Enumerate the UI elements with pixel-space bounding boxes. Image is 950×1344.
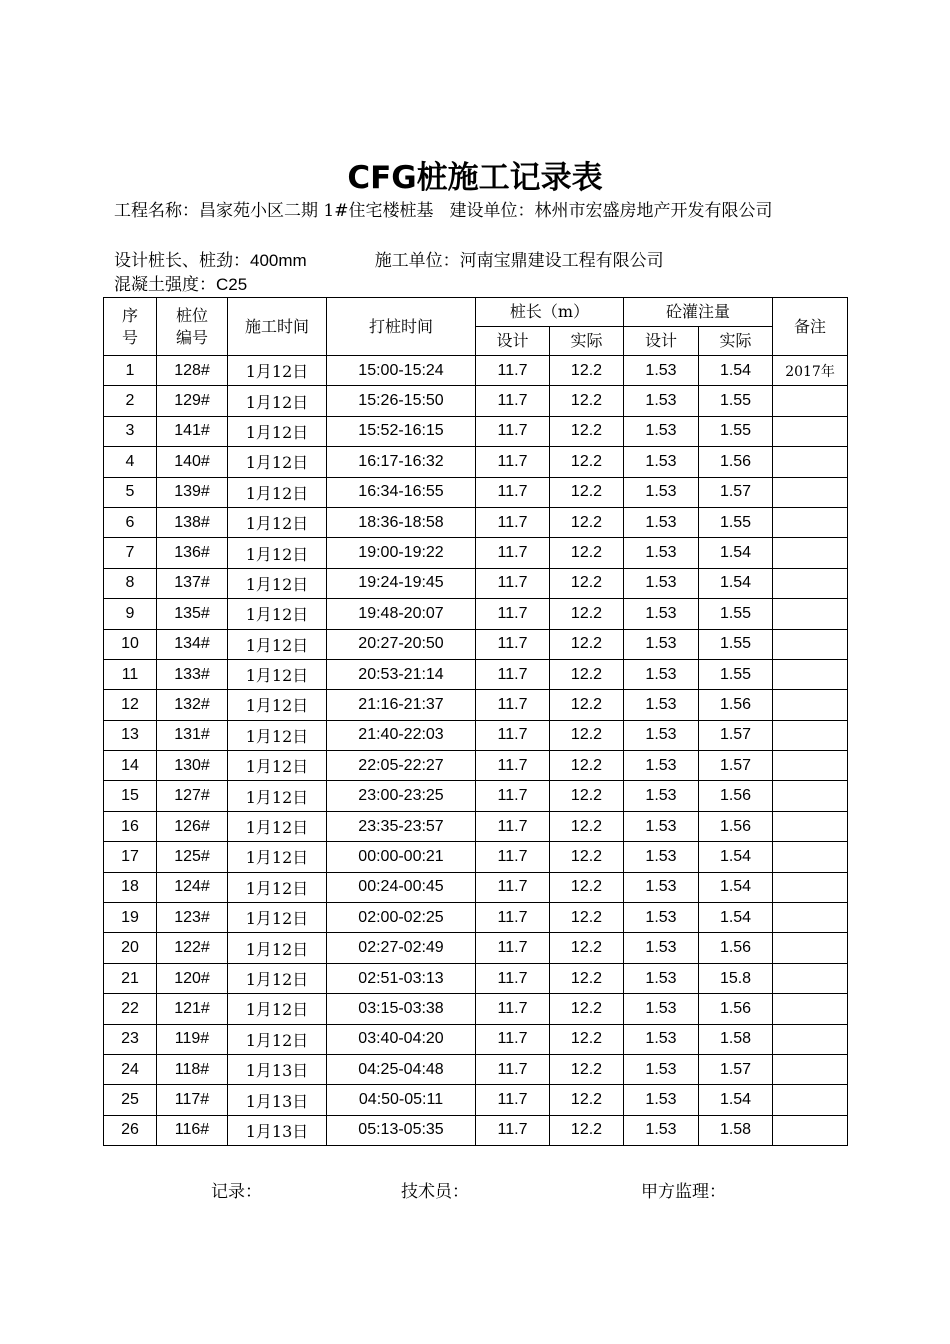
row-pour-design: 1.53 (624, 781, 699, 811)
row-date: 1月12日 (228, 507, 327, 537)
row-pile: 134# (157, 629, 228, 659)
row-pile: 122# (157, 933, 228, 963)
row-seq: 21 (104, 963, 157, 993)
row-pour-actual: 1.55 (699, 386, 773, 416)
row-pour-design: 1.53 (624, 811, 699, 841)
table-row (104, 1115, 848, 1145)
row-date: 1月12日 (228, 599, 327, 629)
row-pour-actual: 1.56 (699, 781, 773, 811)
row-length-design: 11.7 (476, 903, 550, 933)
row-length-actual: 12.2 (550, 568, 624, 598)
row-pour-design: 1.53 (624, 1024, 699, 1054)
header-pile-line2: 编号 (175, 327, 208, 347)
row-pile: 138# (157, 507, 228, 537)
row-date: 1月12日 (228, 781, 327, 811)
row-pour-design: 1.53 (624, 903, 699, 933)
table-row (104, 568, 848, 598)
table-row (104, 720, 848, 750)
row-pile: 117# (157, 1085, 228, 1115)
row-date: 1月12日 (228, 994, 327, 1024)
row-length-actual: 12.2 (550, 963, 624, 993)
row-pile: 135# (157, 599, 228, 629)
row-length-design: 11.7 (476, 1085, 550, 1115)
row-length-actual: 12.2 (550, 842, 624, 872)
row-length-design: 11.7 (476, 447, 550, 477)
row-pour-actual: 1.55 (699, 659, 773, 689)
header-length-actual: 实际 (550, 327, 624, 356)
row-seq: 14 (104, 751, 157, 781)
row-drive-time: 02:27-02:49 (327, 933, 476, 963)
row-pour-actual: 1.56 (699, 811, 773, 841)
row-note (773, 447, 848, 477)
row-date: 1月12日 (228, 386, 327, 416)
row-pile: 125# (157, 842, 228, 872)
row-length-design: 11.7 (476, 872, 550, 902)
header-seq-line2: 号 (121, 327, 138, 347)
row-length-actual: 12.2 (550, 629, 624, 659)
table-row (104, 629, 848, 659)
design-value: 400mm (250, 251, 307, 270)
info-line-project (114, 199, 842, 223)
row-seq: 2 (104, 386, 157, 416)
table-row (104, 659, 848, 689)
row-pile: 119# (157, 1024, 228, 1054)
contractor-value: 河南宝鼎建设工程有限公司 (459, 251, 664, 271)
row-date: 1月12日 (228, 903, 327, 933)
row-length-design: 11.7 (476, 1024, 550, 1054)
row-pour-actual: 1.57 (699, 720, 773, 750)
row-drive-time: 00:00-00:21 (327, 842, 476, 872)
row-pour-design: 1.53 (624, 659, 699, 689)
row-pile: 132# (157, 690, 228, 720)
row-pour-design: 1.53 (624, 447, 699, 477)
row-drive-time: 02:00-02:25 (327, 903, 476, 933)
row-drive-time: 16:17-16:32 (327, 447, 476, 477)
header-note: 备注 (773, 298, 848, 356)
row-drive-time: 15:26-15:50 (327, 386, 476, 416)
row-length-actual: 12.2 (550, 720, 624, 750)
info-line-concrete (114, 273, 842, 297)
row-note (773, 720, 848, 750)
table-row (104, 994, 848, 1024)
row-seq: 12 (104, 690, 157, 720)
row-length-design: 11.7 (476, 538, 550, 568)
table-row (104, 386, 848, 416)
row-drive-time: 19:24-19:45 (327, 568, 476, 598)
row-pour-actual: 1.54 (699, 1085, 773, 1115)
row-length-design: 11.7 (476, 994, 550, 1024)
row-pour-actual: 1.56 (699, 994, 773, 1024)
technician-signature-label: 技术员： (401, 1182, 469, 1202)
row-date: 1月12日 (228, 416, 327, 446)
row-pour-design: 1.53 (624, 416, 699, 446)
row-date: 1月12日 (228, 811, 327, 841)
row-length-design: 11.7 (476, 842, 550, 872)
row-drive-time: 23:00-23:25 (327, 781, 476, 811)
table-row (104, 538, 848, 568)
row-pour-actual: 1.57 (699, 1054, 773, 1084)
row-pile: 126# (157, 811, 228, 841)
page-title: CFG桩施工记录表 (347, 160, 603, 196)
row-length-design: 11.7 (476, 386, 550, 416)
row-date: 1月12日 (228, 690, 327, 720)
row-note (773, 568, 848, 598)
row-length-actual: 12.2 (550, 1115, 624, 1145)
row-pour-actual: 1.57 (699, 477, 773, 507)
row-pile: 128# (157, 356, 228, 386)
row-pour-design: 1.53 (624, 1085, 699, 1115)
row-pour-design: 1.53 (624, 720, 699, 750)
row-pour-actual: 1.54 (699, 568, 773, 598)
row-pour-actual: 1.54 (699, 842, 773, 872)
owner-label: 建设单位： (449, 201, 535, 221)
table-row (104, 356, 848, 386)
row-pour-design: 1.53 (624, 933, 699, 963)
header-pour-actual: 实际 (699, 327, 773, 356)
row-length-actual: 12.2 (550, 599, 624, 629)
row-pile: 141# (157, 416, 228, 446)
row-date: 1月12日 (228, 356, 327, 386)
header-pour: 砼灌注量 (624, 298, 773, 327)
header-seq-line1: 序 (121, 305, 138, 325)
row-pour-actual: 1.56 (699, 933, 773, 963)
row-pour-design: 1.53 (624, 568, 699, 598)
row-length-design: 11.7 (476, 1054, 550, 1084)
table-row (104, 781, 848, 811)
row-pour-design: 1.53 (624, 842, 699, 872)
row-note (773, 507, 848, 537)
row-pour-actual: 1.56 (699, 447, 773, 477)
table-row (104, 903, 848, 933)
row-length-actual: 12.2 (550, 781, 624, 811)
row-length-actual: 12.2 (550, 1085, 624, 1115)
row-note (773, 386, 848, 416)
row-seq: 8 (104, 568, 157, 598)
row-pour-design: 1.53 (624, 356, 699, 386)
header-length-design: 设计 (476, 327, 550, 356)
row-seq: 5 (104, 477, 157, 507)
project-label: 工程名称： (114, 201, 199, 221)
header-pile-line1: 桩位 (175, 305, 208, 325)
row-note (773, 994, 848, 1024)
row-length-actual: 12.2 (550, 356, 624, 386)
row-length-actual: 12.2 (550, 659, 624, 689)
table-row (104, 811, 848, 841)
row-pile: 116# (157, 1115, 228, 1145)
row-drive-time: 03:40-04:20 (327, 1024, 476, 1054)
row-length-design: 11.7 (476, 811, 550, 841)
row-note (773, 538, 848, 568)
table-row (104, 1024, 848, 1054)
row-length-design: 11.7 (476, 416, 550, 446)
row-seq: 7 (104, 538, 157, 568)
row-pour-actual: 1.54 (699, 356, 773, 386)
header-pour-design: 设计 (624, 327, 699, 356)
row-pour-design: 1.53 (624, 386, 699, 416)
row-date: 1月12日 (228, 1024, 327, 1054)
header-drive-time: 打桩时间 (327, 298, 476, 356)
row-note (773, 811, 848, 841)
row-length-actual: 12.2 (550, 933, 624, 963)
table-row (104, 933, 848, 963)
row-length-actual: 12.2 (550, 477, 624, 507)
row-pile: 121# (157, 994, 228, 1024)
row-pour-actual: 15.8 (699, 963, 773, 993)
row-pile: 131# (157, 720, 228, 750)
row-seq: 17 (104, 842, 157, 872)
row-pour-design: 1.53 (624, 1054, 699, 1084)
row-drive-time: 23:35-23:57 (327, 811, 476, 841)
row-seq: 18 (104, 872, 157, 902)
row-date: 1月12日 (228, 963, 327, 993)
row-length-actual: 12.2 (550, 994, 624, 1024)
row-drive-time: 04:50-05:11 (327, 1085, 476, 1115)
row-pour-design: 1.53 (624, 538, 699, 568)
header-pile (157, 298, 228, 356)
row-note (773, 629, 848, 659)
row-pile: 129# (157, 386, 228, 416)
row-length-design: 11.7 (476, 933, 550, 963)
row-note (773, 477, 848, 507)
row-seq: 11 (104, 659, 157, 689)
row-note (773, 933, 848, 963)
row-pile: 124# (157, 872, 228, 902)
pile-record-table (103, 297, 848, 1146)
row-date: 1月13日 (228, 1115, 327, 1145)
row-pour-actual: 1.55 (699, 599, 773, 629)
row-drive-time: 16:34-16:55 (327, 477, 476, 507)
row-drive-time: 04:25-04:48 (327, 1054, 476, 1084)
row-pile: 137# (157, 568, 228, 598)
row-pour-actual: 1.58 (699, 1024, 773, 1054)
row-date: 1月12日 (228, 872, 327, 902)
row-length-design: 11.7 (476, 751, 550, 781)
row-seq: 20 (104, 933, 157, 963)
row-pile: 133# (157, 659, 228, 689)
row-length-actual: 12.2 (550, 386, 624, 416)
row-length-design: 11.7 (476, 781, 550, 811)
row-length-design: 11.7 (476, 720, 550, 750)
row-pile: 139# (157, 477, 228, 507)
row-length-design: 11.7 (476, 507, 550, 537)
row-note (773, 1054, 848, 1084)
row-drive-time: 20:53-21:14 (327, 659, 476, 689)
row-length-actual: 12.2 (550, 538, 624, 568)
row-date: 1月12日 (228, 447, 327, 477)
row-pour-actual: 1.56 (699, 690, 773, 720)
row-pile: 127# (157, 781, 228, 811)
row-pour-actual: 1.55 (699, 629, 773, 659)
design-label: 设计桩长、桩劲： (114, 251, 250, 271)
row-pour-design: 1.53 (624, 963, 699, 993)
table-row (104, 751, 848, 781)
row-drive-time: 20:27-20:50 (327, 629, 476, 659)
row-note: 2017年 (773, 356, 848, 386)
row-drive-time: 21:40-22:03 (327, 720, 476, 750)
row-length-design: 11.7 (476, 1115, 550, 1145)
header-length: 桩长（m） (476, 298, 624, 327)
row-length-actual: 12.2 (550, 1054, 624, 1084)
row-drive-time: 21:16-21:37 (327, 690, 476, 720)
row-length-design: 11.7 (476, 568, 550, 598)
row-drive-time: 15:52-16:15 (327, 416, 476, 446)
row-length-design: 11.7 (476, 477, 550, 507)
row-note (773, 781, 848, 811)
info-line-design (114, 249, 842, 273)
row-date: 1月12日 (228, 720, 327, 750)
table-row (104, 416, 848, 446)
row-pour-design: 1.53 (624, 751, 699, 781)
table-row (104, 447, 848, 477)
row-date: 1月12日 (228, 477, 327, 507)
row-drive-time: 19:00-19:22 (327, 538, 476, 568)
row-seq: 26 (104, 1115, 157, 1145)
row-seq: 23 (104, 1024, 157, 1054)
row-pile: 130# (157, 751, 228, 781)
row-seq: 15 (104, 781, 157, 811)
row-seq: 4 (104, 447, 157, 477)
row-pour-design: 1.53 (624, 629, 699, 659)
row-seq: 6 (104, 507, 157, 537)
row-note (773, 599, 848, 629)
row-note (773, 842, 848, 872)
supervisor-signature-label: 甲方监理： (641, 1182, 726, 1202)
row-length-design: 11.7 (476, 963, 550, 993)
table-row (104, 1085, 848, 1115)
row-length-actual: 12.2 (550, 507, 624, 537)
row-length-actual: 12.2 (550, 751, 624, 781)
row-drive-time: 00:24-00:45 (327, 872, 476, 902)
row-note (773, 1024, 848, 1054)
row-length-actual: 12.2 (550, 872, 624, 902)
project-value: 昌家苑小区二期 1#住宅楼桩基 (199, 201, 434, 221)
row-date: 1月12日 (228, 659, 327, 689)
row-pour-actual: 1.54 (699, 903, 773, 933)
row-note (773, 1085, 848, 1115)
row-seq: 3 (104, 416, 157, 446)
table-row (104, 507, 848, 537)
row-pour-actual: 1.54 (699, 538, 773, 568)
row-length-design: 11.7 (476, 629, 550, 659)
row-drive-time: 22:05-22:27 (327, 751, 476, 781)
table-row (104, 872, 848, 902)
row-length-actual: 12.2 (550, 903, 624, 933)
table-row (104, 690, 848, 720)
table-row (104, 963, 848, 993)
row-pour-actual: 1.55 (699, 507, 773, 537)
table-row (104, 599, 848, 629)
table-row (104, 477, 848, 507)
concrete-value: C25 (216, 275, 248, 294)
row-date: 1月12日 (228, 842, 327, 872)
row-length-actual: 12.2 (550, 447, 624, 477)
row-note (773, 963, 848, 993)
row-length-actual: 12.2 (550, 690, 624, 720)
row-pile: 140# (157, 447, 228, 477)
row-pile: 136# (157, 538, 228, 568)
header-construct-date: 施工时间 (228, 298, 327, 356)
row-date: 1月12日 (228, 751, 327, 781)
row-pour-actual: 1.57 (699, 751, 773, 781)
row-note (773, 872, 848, 902)
row-date: 1月13日 (228, 1054, 327, 1084)
row-pile: 123# (157, 903, 228, 933)
table-row (104, 842, 848, 872)
row-pour-design: 1.53 (624, 690, 699, 720)
row-length-actual: 12.2 (550, 811, 624, 841)
row-seq: 9 (104, 599, 157, 629)
row-pour-actual: 1.55 (699, 416, 773, 446)
row-drive-time: 02:51-03:13 (327, 963, 476, 993)
row-pour-design: 1.53 (624, 872, 699, 902)
row-length-design: 11.7 (476, 356, 550, 386)
concrete-label: 混凝土强度： (114, 275, 216, 295)
table-row (104, 1054, 848, 1084)
row-seq: 19 (104, 903, 157, 933)
row-length-design: 11.7 (476, 599, 550, 629)
row-seq: 1 (104, 356, 157, 386)
row-drive-time: 18:36-18:58 (327, 507, 476, 537)
recorder-signature-label: 记录： (211, 1182, 262, 1202)
row-seq: 25 (104, 1085, 157, 1115)
row-pour-actual: 1.58 (699, 1115, 773, 1145)
row-pour-actual: 1.54 (699, 872, 773, 902)
row-note (773, 659, 848, 689)
row-note (773, 1115, 848, 1145)
row-pour-design: 1.53 (624, 1115, 699, 1145)
row-length-design: 11.7 (476, 659, 550, 689)
row-seq: 13 (104, 720, 157, 750)
contractor-label: 施工单位： (374, 251, 460, 271)
row-pour-design: 1.53 (624, 599, 699, 629)
row-length-actual: 12.2 (550, 1024, 624, 1054)
row-pour-design: 1.53 (624, 477, 699, 507)
row-date: 1月12日 (228, 933, 327, 963)
row-pile: 118# (157, 1054, 228, 1084)
row-seq: 22 (104, 994, 157, 1024)
owner-value: 林州市宏盛房地产开发有限公司 (534, 201, 773, 221)
row-seq: 10 (104, 629, 157, 659)
row-note (773, 690, 848, 720)
row-length-actual: 12.2 (550, 416, 624, 446)
row-drive-time: 19:48-20:07 (327, 599, 476, 629)
row-drive-time: 05:13-05:35 (327, 1115, 476, 1145)
row-date: 1月12日 (228, 568, 327, 598)
row-date: 1月13日 (228, 1085, 327, 1115)
row-note (773, 751, 848, 781)
row-pile: 120# (157, 963, 228, 993)
row-note (773, 416, 848, 446)
row-note (773, 903, 848, 933)
header-seq (104, 298, 157, 356)
row-length-design: 11.7 (476, 690, 550, 720)
row-pour-design: 1.53 (624, 507, 699, 537)
row-date: 1月12日 (228, 629, 327, 659)
row-drive-time: 03:15-03:38 (327, 994, 476, 1024)
row-drive-time: 15:00-15:24 (327, 356, 476, 386)
row-pour-design: 1.53 (624, 994, 699, 1024)
row-seq: 24 (104, 1054, 157, 1084)
row-date: 1月12日 (228, 538, 327, 568)
row-seq: 16 (104, 811, 157, 841)
